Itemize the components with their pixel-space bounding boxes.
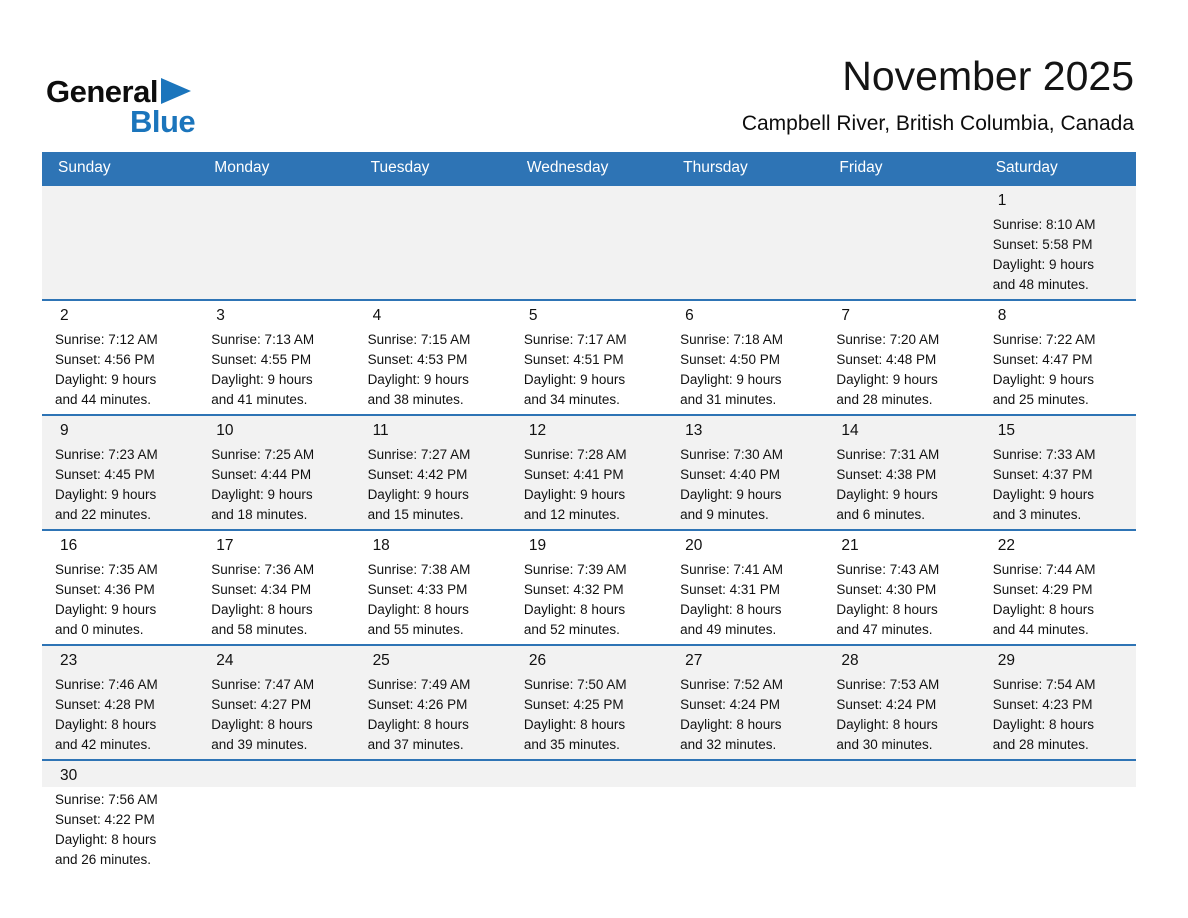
calendar-week-row xyxy=(42,414,1136,529)
day-cell xyxy=(980,531,1136,644)
day-info-line: Sunset: 4:25 PM xyxy=(523,697,624,712)
day-info-line: and 26 minutes. xyxy=(55,852,152,867)
day-info-line: Sunrise: 7:54 AM xyxy=(992,677,1096,692)
empty-day-cell xyxy=(667,186,823,299)
day-info-line: and 42 minutes. xyxy=(55,737,152,752)
day-info-line: Sunrise: 7:17 AM xyxy=(523,332,627,347)
day-number: 9 xyxy=(60,422,69,439)
day-info-line: and 52 minutes. xyxy=(523,622,620,637)
day-info-line: Sunset: 4:37 PM xyxy=(992,467,1093,482)
day-cell xyxy=(511,301,667,414)
day-cell xyxy=(667,301,823,414)
day-cell xyxy=(667,416,823,529)
day-info-line: Sunset: 4:41 PM xyxy=(523,467,624,482)
day-cell xyxy=(198,416,354,529)
day-info-line: Sunrise: 7:43 AM xyxy=(836,562,940,577)
day-cell xyxy=(980,646,1136,759)
day-info-line: Sunrise: 7:53 AM xyxy=(836,677,940,692)
day-info-line: Sunset: 4:34 PM xyxy=(211,582,312,597)
day-info-line: Sunrise: 7:56 AM xyxy=(55,792,158,807)
day-cell xyxy=(980,186,1136,299)
day-info-line: Sunrise: 7:25 AM xyxy=(211,447,315,462)
day-info-line: Sunrise: 7:36 AM xyxy=(211,562,315,577)
day-info-line: and 25 minutes. xyxy=(992,392,1089,407)
day-info-line: Sunrise: 7:35 AM xyxy=(55,562,158,577)
day-info-line: Daylight: 8 hours xyxy=(836,602,938,617)
day-info-line: Sunset: 4:48 PM xyxy=(836,352,937,367)
day-number: 10 xyxy=(216,422,234,439)
day-info-line: Sunrise: 7:47 AM xyxy=(211,677,315,692)
empty-day-cell xyxy=(823,761,979,877)
day-number: 19 xyxy=(528,537,547,554)
day-cell xyxy=(198,531,354,644)
day-info-line: Sunset: 4:51 PM xyxy=(523,352,624,367)
calendar-body xyxy=(42,186,1136,877)
day-cell xyxy=(511,416,667,529)
weekday-header-row xyxy=(42,152,1136,186)
weekday-header-saturday: Saturday xyxy=(995,159,1058,176)
day-info-line: and 35 minutes. xyxy=(523,737,620,752)
day-info-line: Daylight: 8 hours xyxy=(836,717,938,732)
day-info-line: Sunset: 4:33 PM xyxy=(367,582,468,597)
day-info-line: Sunrise: 7:12 AM xyxy=(55,332,158,347)
day-info-line: Daylight: 8 hours xyxy=(523,717,626,732)
weekday-header-sunday: Sunday xyxy=(58,159,111,176)
day-cell xyxy=(42,416,198,529)
day-number: 1 xyxy=(997,192,1007,209)
page-subtitle: Campbell River, British Columbia, Canada xyxy=(741,112,1134,136)
day-cell xyxy=(823,646,979,759)
empty-day-cell xyxy=(511,761,667,877)
day-info-line: Daylight: 9 hours xyxy=(211,487,313,502)
day-info-line: Daylight: 9 hours xyxy=(523,372,626,387)
day-number: 17 xyxy=(216,537,234,554)
day-info-line: and 44 minutes. xyxy=(992,622,1089,637)
day-info-line: Sunrise: 7:39 AM xyxy=(523,562,627,577)
day-number: 2 xyxy=(60,307,69,324)
day-info-line: Sunset: 4:55 PM xyxy=(211,352,312,367)
day-cell xyxy=(980,301,1136,414)
day-info-line: Sunrise: 7:52 AM xyxy=(680,677,783,692)
day-info-line: Daylight: 8 hours xyxy=(211,717,313,732)
calendar-week-row xyxy=(42,299,1136,414)
day-info-line: and 37 minutes. xyxy=(367,737,464,752)
day-info-line: Daylight: 9 hours xyxy=(55,487,157,502)
day-info-line: Daylight: 9 hours xyxy=(680,372,782,387)
day-cell xyxy=(511,531,667,644)
day-number: 13 xyxy=(685,422,703,439)
day-info-line: Daylight: 9 hours xyxy=(836,487,938,502)
day-cell xyxy=(511,646,667,759)
weekday-header-wednesday: Wednesday xyxy=(526,159,609,176)
day-number: 24 xyxy=(216,652,234,669)
day-number: 5 xyxy=(528,307,538,324)
day-info-line: Sunrise: 7:46 AM xyxy=(55,677,158,692)
empty-day-cell xyxy=(198,186,354,299)
day-info-line: Sunrise: 7:23 AM xyxy=(55,447,158,462)
day-info-line: Sunrise: 8:10 AM xyxy=(992,217,1096,232)
day-number: 3 xyxy=(216,307,225,324)
day-info-line: Daylight: 9 hours xyxy=(55,602,157,617)
day-info-line: and 34 minutes. xyxy=(523,392,620,407)
day-cell xyxy=(355,531,511,644)
day-info-line: and 0 minutes. xyxy=(55,622,144,637)
day-cell xyxy=(42,761,198,877)
day-cell xyxy=(42,646,198,759)
day-info-line: Daylight: 9 hours xyxy=(55,372,157,387)
day-info-line: Sunset: 4:23 PM xyxy=(992,697,1093,712)
day-number: 4 xyxy=(372,307,382,324)
logo-word-general: General xyxy=(46,74,158,109)
day-info-line: Daylight: 8 hours xyxy=(55,717,157,732)
day-info-line: and 15 minutes. xyxy=(367,507,464,522)
empty-day-cell xyxy=(355,761,511,877)
day-info-line: Sunrise: 7:22 AM xyxy=(992,332,1096,347)
day-info-line: Sunset: 5:58 PM xyxy=(992,237,1093,252)
day-info-line: Sunrise: 7:18 AM xyxy=(680,332,783,347)
day-number: 28 xyxy=(841,652,859,669)
day-info-line: Sunset: 4:40 PM xyxy=(680,467,780,482)
day-info-line: Sunset: 4:32 PM xyxy=(523,582,624,597)
general-blue-logo xyxy=(46,76,195,137)
day-info-line: and 28 minutes. xyxy=(836,392,933,407)
day-info-line: Sunset: 4:24 PM xyxy=(836,697,937,712)
empty-day-cell xyxy=(980,761,1136,877)
calendar-week-row xyxy=(42,759,1136,877)
weekday-header-thursday: Thursday xyxy=(683,159,748,176)
day-number: 15 xyxy=(997,422,1015,439)
day-info-line: Sunrise: 7:33 AM xyxy=(992,447,1096,462)
day-cell xyxy=(667,646,823,759)
day-info-line: Sunset: 4:45 PM xyxy=(55,467,155,482)
day-number: 11 xyxy=(372,422,389,439)
day-cell xyxy=(198,301,354,414)
day-info-line: Sunrise: 7:13 AM xyxy=(211,332,315,347)
day-info-line: and 47 minutes. xyxy=(836,622,933,637)
day-info-line: and 28 minutes. xyxy=(992,737,1089,752)
day-info-line: Sunset: 4:24 PM xyxy=(680,697,780,712)
day-info-line: Sunset: 4:56 PM xyxy=(55,352,155,367)
day-info-line: Daylight: 9 hours xyxy=(992,257,1095,272)
day-info-line: Sunset: 4:27 PM xyxy=(211,697,312,712)
day-info-line: Daylight: 8 hours xyxy=(211,602,313,617)
day-info-line: and 3 minutes. xyxy=(992,507,1082,522)
day-number: 18 xyxy=(372,537,390,554)
day-info-line: Daylight: 9 hours xyxy=(367,372,469,387)
day-info-line: Daylight: 8 hours xyxy=(680,717,782,732)
day-info-line: Sunrise: 7:20 AM xyxy=(836,332,940,347)
day-info-line: and 32 minutes. xyxy=(680,737,777,752)
day-info-line: Sunset: 4:50 PM xyxy=(680,352,780,367)
day-info-line: Sunset: 4:38 PM xyxy=(836,467,937,482)
day-info-line: and 39 minutes. xyxy=(211,737,308,752)
day-info-line: Sunrise: 7:15 AM xyxy=(367,332,471,347)
day-info-line: and 41 minutes. xyxy=(211,392,308,407)
day-number: 6 xyxy=(685,307,694,324)
calendar-week-row xyxy=(42,644,1136,759)
day-info-line: Sunset: 4:53 PM xyxy=(367,352,468,367)
calendar-week-row xyxy=(42,529,1136,644)
day-cell xyxy=(355,646,511,759)
day-info-line: Sunset: 4:42 PM xyxy=(367,467,468,482)
day-info-line: Sunset: 4:22 PM xyxy=(55,812,155,827)
day-cell xyxy=(42,301,198,414)
day-info-line: Daylight: 9 hours xyxy=(836,372,938,387)
day-cell xyxy=(355,416,511,529)
weekday-header-monday: Monday xyxy=(214,159,270,176)
day-info-line: and 12 minutes. xyxy=(523,507,620,522)
weekday-header-friday: Friday xyxy=(839,159,883,176)
day-info-line: Sunset: 4:29 PM xyxy=(992,582,1093,597)
day-info-line: and 44 minutes. xyxy=(55,392,152,407)
day-number: 29 xyxy=(997,652,1015,669)
day-info-line: Daylight: 9 hours xyxy=(992,372,1095,387)
empty-day-cell xyxy=(355,186,511,299)
day-cell xyxy=(355,301,511,414)
day-number: 25 xyxy=(372,652,390,669)
day-info-line: Daylight: 8 hours xyxy=(55,832,157,847)
day-number: 20 xyxy=(685,537,703,554)
day-info-line: Daylight: 9 hours xyxy=(211,372,313,387)
day-info-line: Daylight: 8 hours xyxy=(992,602,1095,617)
day-info-line: and 58 minutes. xyxy=(211,622,308,637)
day-info-line: Sunrise: 7:44 AM xyxy=(992,562,1096,577)
day-info-line: Daylight: 9 hours xyxy=(367,487,469,502)
empty-day-cell xyxy=(667,761,823,877)
logo-word-blue: Blue xyxy=(130,104,196,139)
day-info-line: Sunset: 4:31 PM xyxy=(680,582,780,597)
day-info-line: Sunrise: 7:28 AM xyxy=(523,447,627,462)
day-info-line: Sunset: 4:30 PM xyxy=(836,582,937,597)
day-info-line: Sunrise: 7:38 AM xyxy=(367,562,471,577)
day-info-line: Sunset: 4:44 PM xyxy=(211,467,312,482)
title-block xyxy=(742,54,1134,136)
day-number: 23 xyxy=(60,652,78,669)
day-info-line: and 38 minutes. xyxy=(367,392,464,407)
day-number: 26 xyxy=(528,652,547,669)
empty-day-cell xyxy=(511,186,667,299)
day-info-line: Daylight: 8 hours xyxy=(680,602,782,617)
day-info-line: and 49 minutes. xyxy=(680,622,777,637)
day-info-line: and 6 minutes. xyxy=(836,507,925,522)
day-info-line: Sunrise: 7:41 AM xyxy=(680,562,783,577)
day-info-line: Sunset: 4:26 PM xyxy=(367,697,468,712)
day-info-line: Sunrise: 7:49 AM xyxy=(367,677,471,692)
day-info-line: Daylight: 9 hours xyxy=(523,487,626,502)
day-info-line: and 22 minutes. xyxy=(55,507,152,522)
day-number: 7 xyxy=(841,307,851,324)
day-info-line: Sunrise: 7:27 AM xyxy=(367,447,471,462)
day-number: 12 xyxy=(528,422,547,439)
day-number: 22 xyxy=(997,537,1015,554)
empty-day-cell xyxy=(42,186,198,299)
day-info-line: Sunset: 4:28 PM xyxy=(55,697,155,712)
day-info-line: and 31 minutes. xyxy=(680,392,777,407)
day-number: 14 xyxy=(841,422,859,439)
day-cell xyxy=(667,531,823,644)
day-cell xyxy=(42,531,198,644)
day-number: 30 xyxy=(60,767,78,784)
empty-day-cell xyxy=(198,761,354,877)
day-number: 16 xyxy=(60,537,78,554)
day-cell xyxy=(198,646,354,759)
day-info-line: and 9 minutes. xyxy=(680,507,769,522)
day-info-line: Daylight: 8 hours xyxy=(367,717,469,732)
empty-day-cell xyxy=(823,186,979,299)
calendar-table xyxy=(42,152,1136,877)
day-cell xyxy=(823,301,979,414)
day-info-line: Daylight: 8 hours xyxy=(367,602,469,617)
day-info-line: Daylight: 8 hours xyxy=(992,717,1095,732)
day-info-line: Sunrise: 7:50 AM xyxy=(523,677,627,692)
day-info-line: Sunrise: 7:30 AM xyxy=(680,447,783,462)
day-cell xyxy=(823,416,979,529)
calendar-week-row xyxy=(42,186,1136,299)
weekday-header-tuesday: Tuesday xyxy=(370,159,430,176)
day-info-line: and 18 minutes. xyxy=(211,507,308,522)
day-info-line: Daylight: 9 hours xyxy=(680,487,782,502)
day-number: 8 xyxy=(997,307,1007,324)
day-info-line: Sunrise: 7:31 AM xyxy=(836,447,940,462)
day-info-line: and 55 minutes. xyxy=(367,622,464,637)
day-info-line: Daylight: 9 hours xyxy=(992,487,1095,502)
day-info-line: Sunset: 4:36 PM xyxy=(55,582,155,597)
day-info-line: and 48 minutes. xyxy=(992,277,1089,292)
page-title: November 2025 xyxy=(842,53,1134,99)
day-info-line: Sunset: 4:47 PM xyxy=(992,352,1093,367)
day-info-line: and 30 minutes. xyxy=(836,737,933,752)
page-header xyxy=(0,0,1188,137)
day-info-line: Daylight: 8 hours xyxy=(523,602,626,617)
day-number: 21 xyxy=(841,537,859,554)
day-cell xyxy=(823,531,979,644)
day-number: 27 xyxy=(685,652,703,669)
day-cell xyxy=(980,416,1136,529)
